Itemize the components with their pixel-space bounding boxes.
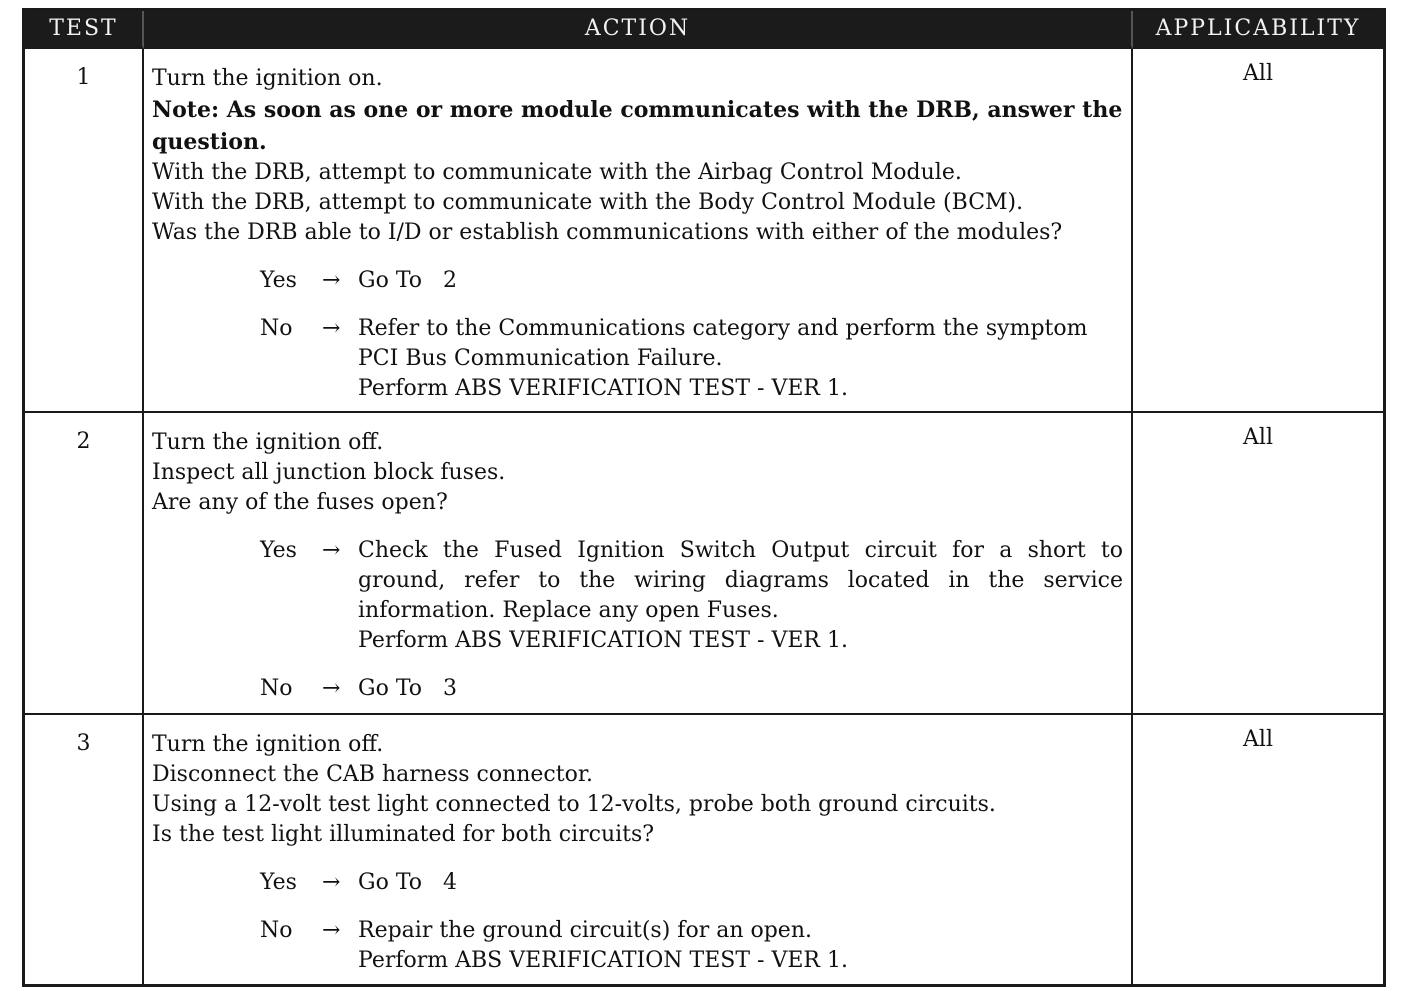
action-line: Using a 12-volt test light connected to 12-volts, probe both ground circuits. (152, 792, 996, 817)
answer-yes (260, 266, 1123, 296)
action-cell-1 (144, 49, 1133, 411)
answer-label: No (260, 316, 293, 341)
test-number-1: 1 (25, 49, 144, 411)
applicability-3: All (1133, 713, 1383, 984)
action-line: Turn the ignition off. (152, 430, 384, 455)
action-cell-2 (144, 411, 1133, 713)
action-line: Is the test light illuminated for both circuits? (152, 822, 655, 847)
action-note: Note: As soon as one or more module communicates with the DRB, answer the question. (152, 97, 1123, 155)
arrow-icon: → (322, 538, 341, 563)
action-line: Turn the ignition on. (152, 66, 383, 91)
answer-label: No (260, 676, 293, 701)
answer-yes (260, 868, 1123, 898)
result-line: Perform ABS VERIFICATION TEST - VER 1. (358, 948, 848, 973)
answer-result (358, 536, 1123, 656)
arrow-icon: → (322, 268, 341, 293)
answer-label: No (260, 918, 293, 943)
result-line: Go To 3 (358, 676, 457, 701)
arrow-icon: → (322, 316, 341, 341)
arrow-icon: → (322, 918, 341, 943)
result-line: Repair the ground circuit(s) for an open. (358, 918, 812, 943)
action-line: With the DRB, attempt to communicate with the Airbag Control Module. (152, 160, 962, 185)
answer-result (358, 674, 1123, 704)
result-line: Perform ABS VERIFICATION TEST - VER 1. (358, 376, 848, 401)
answer-result (358, 868, 1123, 898)
test-number-3: 3 (25, 713, 144, 984)
action-line: Inspect all junction block fuses. (152, 460, 506, 485)
applicability-2: All (1133, 411, 1383, 713)
answer-result (358, 916, 1123, 976)
answer-yes (260, 536, 1123, 656)
action-line: Turn the ignition off. (152, 732, 384, 757)
applicability-1: All (1243, 61, 1273, 86)
answer-label: Yes (260, 870, 297, 895)
diagnostic-test-table (22, 8, 1386, 987)
answer-no (260, 674, 1123, 704)
header-test: TEST (25, 11, 144, 49)
answer-result (358, 314, 1123, 404)
header-applicability: APPLICABILITY (1133, 11, 1383, 49)
answer-no (260, 916, 1123, 976)
arrow-icon: → (322, 676, 341, 701)
result-line: Go To 4 (358, 870, 457, 895)
answer-label: Yes (260, 538, 297, 563)
header-action: ACTION (144, 11, 1133, 49)
action-line: Was the DRB able to I/D or establish communications with either of the modules? (152, 220, 1063, 245)
answer-no (260, 314, 1123, 404)
action-cell-3 (144, 713, 1133, 984)
action-line: Are any of the fuses open? (152, 490, 448, 515)
result-line: Check the Fused Ignition Switch Output circuit for a short to ground, refer to the wiring diagrams located in the service information. Replace any open Fuses. (358, 538, 1123, 623)
arrow-icon: → (322, 870, 341, 895)
answer-label: Yes (260, 268, 297, 293)
test-number-2: 2 (25, 411, 144, 713)
answer-result (358, 266, 1123, 296)
result-line: Refer to the Communications category and perform the symptom PCI Bus Communication Failure. (358, 316, 1088, 371)
result-line: Perform ABS VERIFICATION TEST - VER 1. (358, 628, 848, 653)
action-line: With the DRB, attempt to communicate with the Body Control Module (BCM). (152, 190, 1024, 215)
action-line: Disconnect the CAB harness connector. (152, 762, 593, 787)
result-line: Go To 2 (358, 268, 457, 293)
